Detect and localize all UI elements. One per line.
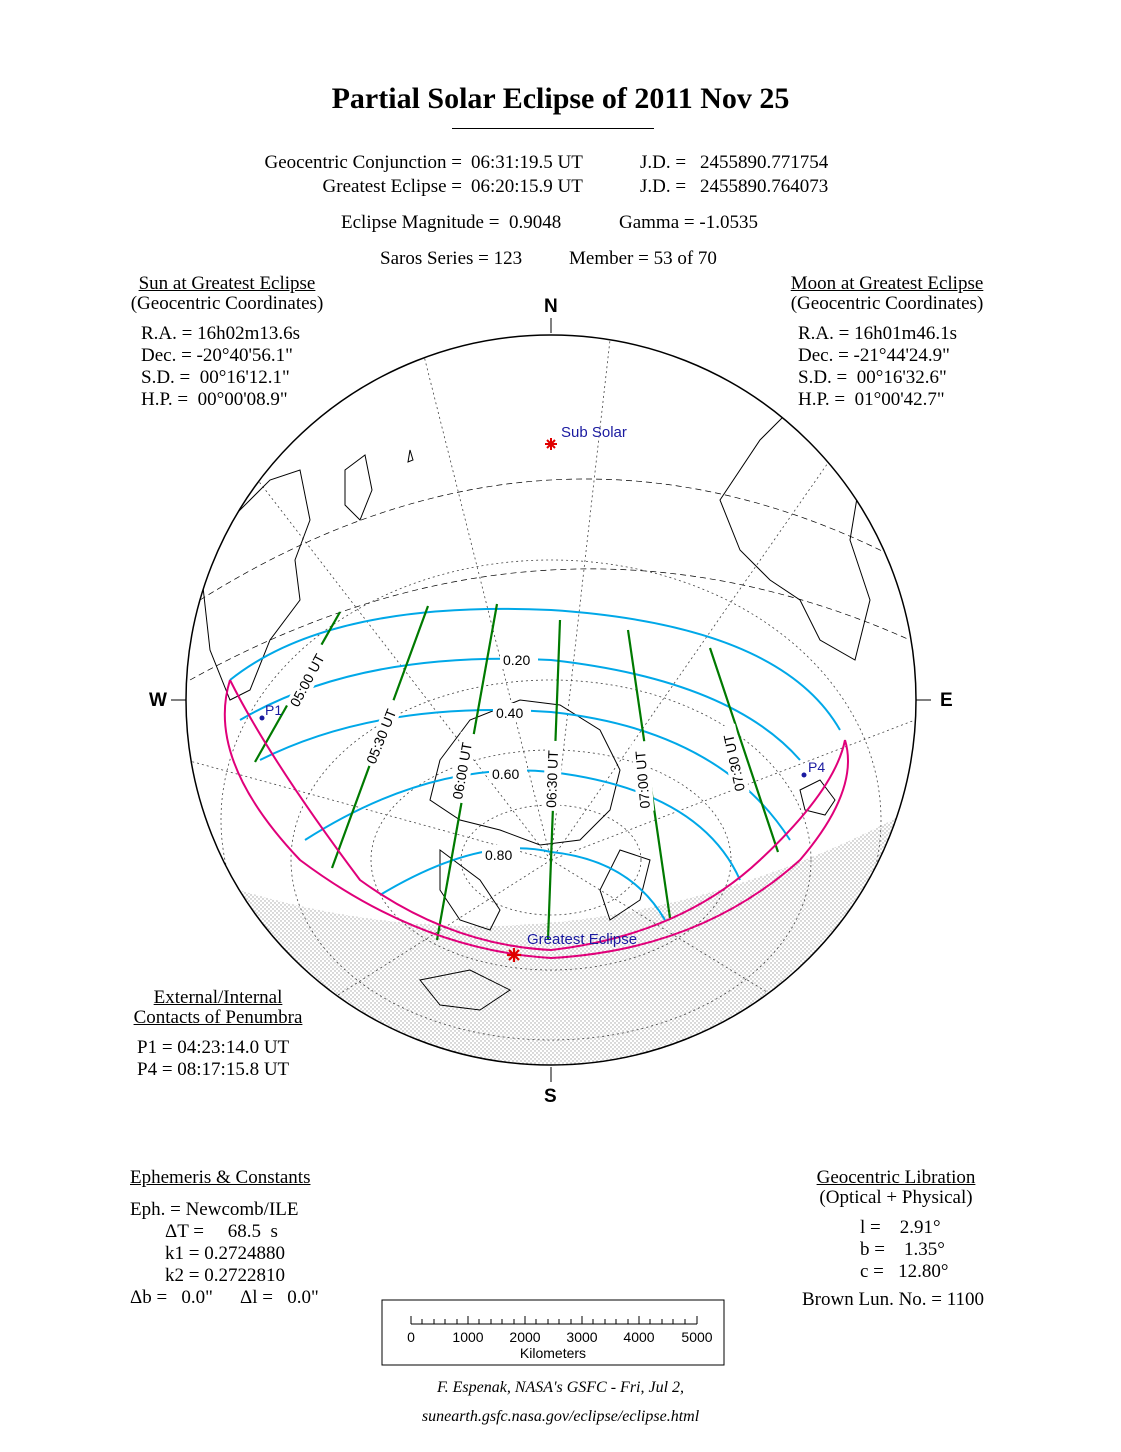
saros-series: Saros Series = 123	[380, 248, 523, 269]
p4-marker	[802, 759, 826, 778]
conjunction-time: 06:31:19.5 UT	[471, 152, 583, 173]
distance-scale	[382, 1300, 724, 1365]
page-title: Partial Solar Eclipse of 2011 Nov 25	[331, 82, 790, 115]
contacts-title-1: External/Internal	[153, 987, 283, 1008]
sun-title: Sun at Greatest Eclipse	[138, 273, 316, 294]
eclipse-magnitude: Eclipse Magnitude = 0.9048	[341, 212, 562, 233]
contact-p1: P1 = 04:23:14.0 UT	[137, 1037, 290, 1058]
mag-label-3: 0.80	[485, 847, 513, 863]
scale-tick-label-0: 0	[407, 1329, 415, 1345]
ephemeris-delta-t: ΔT = 68.5 s	[165, 1221, 278, 1242]
sub-solar-label: Sub Solar	[561, 424, 627, 441]
madagascar-outline	[345, 455, 372, 520]
conjunction-label: Geocentric Conjunction =	[264, 152, 462, 173]
scale-tick-label-1: 1000	[452, 1329, 484, 1345]
moon-dec: Dec. = -21°44'24.9"	[798, 345, 950, 366]
p1-marker	[260, 702, 283, 721]
sub-solar-marker	[545, 424, 627, 450]
credit-url: sunearth.gsfc.nasa.gov/eclipse/eclipse.html	[421, 1408, 700, 1425]
brown-lunation-number: Brown Lun. No. = 1100	[802, 1289, 985, 1310]
moon-subtitle: (Geocentric Coordinates)	[790, 293, 984, 314]
sun-ra: R.A. = 16h02m13.6s	[141, 323, 301, 344]
compass-south: S	[544, 1086, 557, 1107]
moon-hp: H.P. = 01°00'42.7"	[798, 389, 945, 410]
time-line-0730	[710, 648, 778, 852]
libration-title: Geocentric Libration	[816, 1167, 976, 1188]
ephemeris-title: Ephemeris & Constants	[130, 1167, 311, 1188]
scale-tick-label-4: 4000	[623, 1329, 655, 1345]
libration-c: c = 12.80°	[860, 1261, 949, 1282]
tropic-lines	[190, 479, 910, 680]
ephemeris-k1: k1 = 0.2724880	[165, 1243, 285, 1264]
gamma: Gamma = -1.0535	[619, 212, 758, 233]
time-label-0730: 07:30 UT	[720, 733, 748, 793]
scale-tick-label-2: 2000	[509, 1329, 541, 1345]
africa-outline	[200, 470, 310, 700]
moon-sd: S.D. = 00°16'32.6"	[798, 367, 947, 388]
mag-label-1: 0.40	[496, 705, 524, 721]
greatest-eclipse-label: Greatest Eclipse =	[322, 176, 462, 197]
contact-p4: P4 = 08:17:15.8 UT	[137, 1059, 290, 1080]
greatest-eclipse-time: 06:20:15.9 UT	[471, 176, 583, 197]
ephemeris-delta-l: Δl = 0.0"	[240, 1287, 319, 1308]
south-america-outline	[720, 400, 870, 660]
scale-ticks	[411, 1316, 697, 1324]
moon-ra: R.A. = 16h01m46.1s	[798, 323, 958, 344]
sun-dec: Dec. = -20°40'56.1"	[141, 345, 293, 366]
moon-title: Moon at Greatest Eclipse	[790, 273, 984, 294]
contacts-title-2: Contacts of Penumbra	[133, 1007, 303, 1028]
p1-label: P1	[265, 702, 283, 718]
ephemeris-eph: Eph. = Newcomb/ILE	[130, 1199, 299, 1220]
time-label-0530: 05:30 UT	[362, 706, 400, 767]
p4-label: P4	[808, 759, 826, 775]
greatest-eclipse-jd-label: J.D. =	[640, 176, 687, 197]
sun-subtitle: (Geocentric Coordinates)	[130, 293, 324, 314]
libration-subtitle: (Optical + Physical)	[819, 1187, 973, 1208]
ephemeris-k2: k2 = 0.2722810	[165, 1265, 285, 1286]
credit-author: F. Espenak, NASA's GSFC - Fri, Jul 2,	[436, 1379, 685, 1396]
conjunction-jd: 2455890.771754	[700, 152, 829, 173]
mag-label-0: 0.20	[503, 652, 531, 668]
compass-east: E	[940, 690, 953, 711]
scale-tick-label-5: 5000	[681, 1329, 713, 1345]
compass-west: W	[149, 690, 167, 711]
libration-b: b = 1.35°	[860, 1239, 945, 1260]
compass-north: N	[544, 296, 558, 317]
time-label-0500: 05:00 UT	[286, 651, 328, 710]
time-label-0600: 06:00 UT	[449, 741, 475, 801]
scale-unit: Kilometers	[519, 1345, 587, 1361]
conjunction-jd-label: J.D. =	[640, 152, 687, 173]
scale-tick-label-3: 3000	[566, 1329, 598, 1345]
sun-sd: S.D. = 00°16'12.1"	[141, 367, 290, 388]
saros-member: Member = 53 of 70	[569, 248, 717, 269]
sun-hp: H.P. = 00°00'08.9"	[141, 389, 288, 410]
island-outline	[408, 450, 413, 462]
time-label-0630: 06:30 UT	[543, 749, 562, 809]
ephemeris-delta-b: Δb = 0.0"	[130, 1287, 213, 1308]
time-label-0700: 07:00 UT	[632, 750, 653, 810]
magnitude-curve-0.80	[380, 848, 665, 920]
greatest-eclipse-label: Greatest Eclipse	[527, 931, 638, 948]
mag-label-2: 0.60	[492, 766, 520, 782]
greatest-eclipse-jd: 2455890.764073	[700, 176, 829, 197]
libration-l: l = 2.91°	[860, 1217, 941, 1238]
magnitude-curve-0.60	[305, 770, 740, 880]
